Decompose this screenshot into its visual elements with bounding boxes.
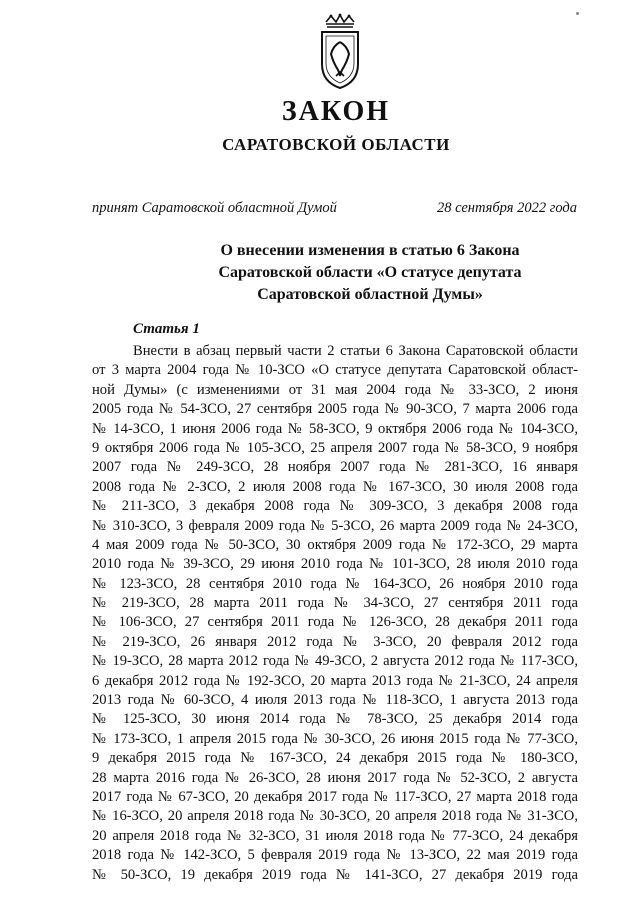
law-title: ЗАКОН <box>281 96 391 127</box>
text-line: 9 декабря 2015 года № 167-ЗСО, 24 декабря 2015 года № 180-ЗСО, <box>92 750 578 767</box>
text-line: № 50-ЗСО, 19 декабря 2019 года № 141-ЗСО, 27 декабря 2019 года <box>92 866 578 883</box>
text-line: от 3 марта 2004 года № 10-ЗСО «О статусе депутата Саратовской област- <box>92 362 578 379</box>
adopted-by: принят Саратовской областной Думой <box>92 200 337 216</box>
text-line: 2008 года № 2-ЗСО, 2 июля 2008 года № 167-ЗСО, 30 июля 2008 года <box>92 478 578 495</box>
text-line: № 125-ЗСО, 30 июня 2014 года № 78-ЗСО, 25 декабря 2014 года <box>92 711 578 728</box>
text-line: 2018 года № 142-ЗСО, 5 февраля 2019 года № 13-ЗСО, 22 мая 2019 года <box>92 847 578 864</box>
text-line: Внести в абзац первый части 2 статьи 6 Закона Саратовской области <box>133 343 578 359</box>
text-line: 6 декабря 2012 года № 192-ЗСО, 20 марта 2013 года № 21-ЗСО, 24 апреля <box>92 672 578 689</box>
text-line: 2013 года № 60-ЗСО, 4 июля 2013 года № 118-ЗСО, 1 августа 2013 года <box>92 692 578 709</box>
adoption-date: 28 сентября 2022 года <box>436 200 577 216</box>
law-heading <box>100 240 640 306</box>
article-body <box>92 342 578 885</box>
article-label: Статья 1 <box>133 321 200 337</box>
heading-line: Саратовской областной Думы» <box>257 286 483 303</box>
text-line: ной Думы» (с изменениями от 31 мая 2004 года № 33-ЗСО, 2 июня <box>92 381 578 398</box>
text-line: № 173-ЗСО, 1 апреля 2015 года № 30-ЗСО, 26 июня 2015 года № 77-ЗСО, <box>92 730 578 747</box>
text-line: 2017 года № 67-ЗСО, 20 декабря 2017 года № 117-ЗСО, 27 марта 2018 года <box>92 788 578 805</box>
text-line: 28 марта 2016 года № 26-ЗСО, 28 июня 2017 года № 52-ЗСО, 2 августа <box>92 769 578 786</box>
scan-speck <box>576 12 579 15</box>
text-line: № 219-ЗСО, 26 января 2012 года № 3-ЗСО, 20 февраля 2012 года <box>92 633 578 650</box>
text-line: № 14-ЗСО, 1 июня 2006 года № 58-ЗСО, 9 октября 2006 года № 104-ЗСО, <box>92 420 578 437</box>
text-line: 20 апреля 2018 года № 32-ЗСО, 31 июля 2018 года № 77-ЗСО, 24 декабря <box>92 827 578 844</box>
text-line: № 219-ЗСО, 28 марта 2011 года № 34-ЗСО, 27 сентября 2011 года <box>92 595 578 612</box>
heading-line: О внесении изменения в статью 6 Закона <box>220 242 520 259</box>
text-line: № 123-ЗСО, 28 сентября 2010 года № 164-ЗСО, 26 ноября 2010 года <box>92 575 578 592</box>
text-line: № 19-ЗСО, 28 марта 2012 года № 49-ЗСО, 2 августа 2012 года № 117-ЗСО, <box>92 653 578 670</box>
saratov-coat-of-arms-icon <box>316 12 364 90</box>
text-line: 2005 года № 54-ЗСО, 27 сентября 2005 года № 90-ЗСО, 7 марта 2006 года <box>92 401 578 418</box>
text-line: № 211-ЗСО, 3 декабря 2008 года № 309-ЗСО, 3 декабря 2008 года <box>92 498 578 515</box>
text-line: 4 мая 2009 года № 50-ЗСО, 30 октября 2009 года № 172-ЗСО, 29 марта <box>92 536 578 553</box>
text-line: 2007 года № 249-ЗСО, 28 ноября 2007 года № 281-ЗСО, 16 января <box>92 459 578 476</box>
heading-line: Саратовской области «О статусе депутата <box>218 264 522 281</box>
text-line: 2010 года № 39-ЗСО, 29 июня 2010 года № 101-ЗСО, 28 июля 2010 года <box>92 556 578 573</box>
text-line: № 106-ЗСО, 27 сентября 2011 года № 126-ЗСО, 28 декабря 2011 года <box>92 614 578 631</box>
text-line: 9 октября 2006 года № 105-ЗСО, 25 апреля 2007 года № 58-ЗСО, 9 ноября <box>92 439 578 456</box>
text-line: № 310-ЗСО, 3 февраля 2009 года № 5-ЗСО, 26 марта 2009 года № 24-ЗСО, <box>92 517 578 534</box>
text-line: № 16-ЗСО, 20 апреля 2018 года № 30-ЗСО, 20 апреля 2018 года № 31-ЗСО, <box>92 808 578 825</box>
law-region: САРАТОВСКОЙ ОБЛАСТИ <box>222 135 450 154</box>
